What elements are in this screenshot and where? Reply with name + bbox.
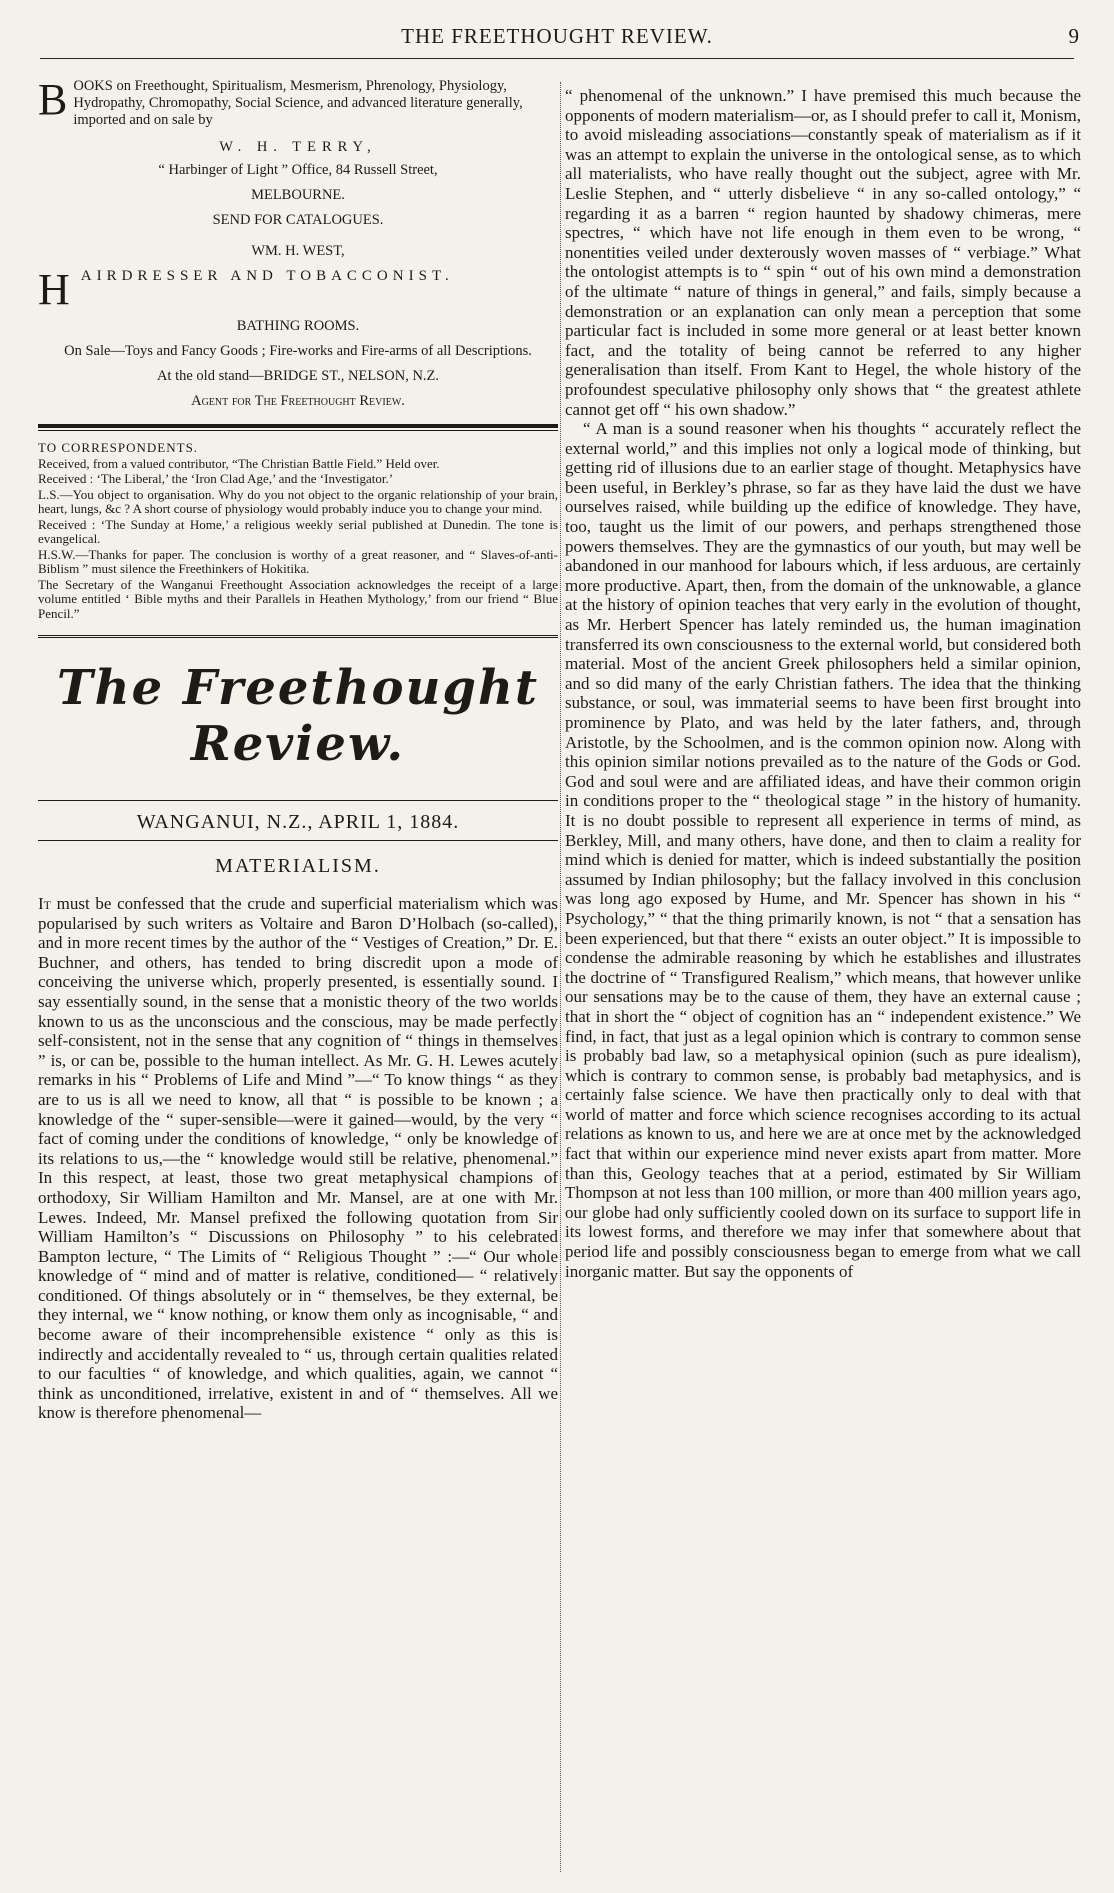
west-extra: BATHING ROOMS. [236, 318, 360, 334]
west-dropcap: H [38, 265, 75, 314]
west-agent: Agent for The Freethought Review. [191, 393, 405, 409]
correspondent-note: H.S.W.—Thanks for paper. The conclusion is worthy of a great reasoner, and “ Slaves-of-anti-Biblism ” must silence the Freethinkers of Hokitika. [38, 546, 558, 576]
terry-dropcap: B [38, 75, 68, 124]
dateline-rule-bottom [38, 840, 558, 841]
publication-title: THE FREETHOUGHT REVIEW. [401, 24, 713, 48]
article-paragraph: “ phenomenal of the unknown.” I have premised this much because the opponents of modern materialism—or, as I should prefer to call it, Monism, to avoid misleading associations—constantly speak of materialism as if it was an attempt to explain the universe in the ontological sense, as to which all materialists, who have really thought out the subject, agree with Mr. Leslie Stephen, and “ utterly disbelieve “ in any so-called ontology,” “ regarding it as a barren “ region haunted by shadowy chimeras, mere spectres, “ which have not life enough in them even to be wrong, “ nonentities veiled under dexterously woven masses of “ verbiage.” What the ontologist attempts is to “ spin “ out of his own mind a demonstration of the ultimate “ nature of things in general,” and fails, simply because a demonstration or an explanation can only mean a perception that some particular fact is included in some more general or at least better known fact, and the totality of being cannot be referred to any higher generalisation than itself. From Kant to Hegel, the whole history of the profoundest speculative philosophy only shows that “ the greatest athlete cannot get off “ his own shadow.” [565, 86, 1081, 419]
lead-word: It [38, 894, 51, 913]
terry-city: MELBOURNE. [251, 187, 345, 203]
correspondents-section [38, 441, 558, 621]
west-advertisement [38, 243, 558, 410]
west-trade: HAIRDRESSER AND TOBACCONIST. [38, 265, 454, 314]
section-rule-thin [38, 430, 558, 431]
west-sale: On Sale—Toys and Fancy Goods ; Fire-works and Fire-arms of all Descriptions. [64, 343, 532, 359]
west-stand: At the old stand—BRIDGE ST., NELSON, N.Z. [156, 368, 440, 384]
dateline-rule-top [38, 800, 558, 801]
terry-cta: SEND FOR CATALOGUES. [212, 212, 384, 228]
article-paragraph: “ A man is a sound reasoner when his thoughts “ accurately reflect the external world,” and this implies not only a logical mode of thinking, but getting rid of illusions due to an earlier stage of thought. Metaphysics have been useful, in Berkley’s phrase, so far as they have laid the dust we have ourselves raised, while building up the edifice of knowledge. They have, too, taught us the limit of our powers, and perhaps strengthened those powers themselves. They are the gymnastics of our youth, but may well be abandoned in our manhood for labours which, if less arduous, are certainly more productive. Apart, then, from the domain of the unknowable, a glance at the history of opinion teaches that very early in the evolution of thought, as Mr. Herbert Spencer has lately reminded us, the human imagination transferred its own consciousness to the external world, but considered both material. Most of the ancient Greek philosophers held a similar opinion, and so did many of the early Christian fathers. The idea that the thinking substance, or soul, was immaterial seems to have been first brought into prominence by Plato, and was held by the later fathers, and, through Aristotle, by the Schoolmen, and is the common opinion now. Along with this opinion similar notions prevailed as to the nature of the Gods or God. God and soul were and are affiliated ideas, and have their common origin in conditions proper to the “ theological stage ” in the history of humanity. It is no doubt possible to represent all experience in terms of mind, as Berkley, Mill, and many others, have done, and then to claim a reality for mind which is denied for matter, which is indeed substantially the position assumed by Indian philosophy; but the fallacy involved in this conclusion was long ago exposed by Hume, and Mr. Spencer has shown in his “ Psychology,” “ that the thing primarily known, is not “ that a sensation has been experienced, but that there “ exists an outer object.” It is impossible to condense the admirable reasoning by which he establishes and illustrates the doctrine of “ Transfigured Realism,” which means, that however unlike our sensations may be to the cause of them, they have an external cause ; that in short the “ object of cognition has an “ independent existence.” We find, in fact, that just as a legal opinion which is contrary to common sense is probably bad law, so a metaphysical opinion (such as pure idealism), which is contrary to common sense, is probably bad metaphysics, and is certainly false science. We have then practically only to deal with that world of matter and force which science recognises according to its actual relations as known to us, and here we are at once met by the acknowledged fact that within our experience mind never exists apart from matter. More than this, Geology teaches that at a period, estimated by Sir William Thompson at not less than 100 million, or more than 400 million years ago, our globe had only sufficiently cooled down on its surface to support life in its lowest forms, and therefore we may infer that somewhere about that period life and possibly consciousness began to emerge from what we call inorganic matter. But say the opponents of [565, 419, 1082, 1281]
article-body-right [565, 86, 1081, 1281]
masthead-rule [38, 635, 558, 638]
article-paragraph: It must be confessed that the crude and superficial materialism which was popularised by such writers as Voltaire and Baron D’Holbach (so-called), and in more recent times by the author of the “ Vestiges of Creation,” Dr. E. Buchner, and others, has tended to bring discredit upon a mode of conceiving the universe which, properly presented, is essentially sound. I say essentially sound, in the sense that a monistic theory of the two worlds known to us as the unconscious and the conscious, may be made perfectly self-consistent, not in the sense that any cognition of “ things in themselves ” is, or can be, possible to the human intellect. As Mr. G. H. Lewes acutely remarks in his “ Problems of Life and Mind ”—“ To know things “ as they are to us is all we need to know, all that “ is possible to be known ; a knowledge of the “ super-sensible—were it gained—would, by the very “ fact of coming under the conditions of knowledge, “ only be knowledge of its relations to us,—the “ knowledge would still be relative, phenomenal.” In this respect, at least, those two great metaphysical champions of orthodoxy, Sir William Hamilton and Mr. Mansel, are at one with Mr. Lewes. Indeed, Mr. Mansel prefixed the following quotation from Sir William Hamilton’s “ Discussions on Philosophy ” to his celebrated Bampton lecture, “ The Limits of “ Religious Thought ” :—“ Our whole knowledge of “ mind and of matter is relative, conditioned— “ relatively conditioned. Of things absolutely or in “ themselves, be they external, be they internal, we “ know nothing, or know them only as incognisable, “ and become aware of their incomprehensible existence “ only as this is indirectly and accidentally revealed to “ us, through certain qualities related to our faculties “ of knowledge, and which qualities, again, we cannot “ think as unconditioned, irrelative, existent in and of “ themselves. All we know is therefore phenomenal— [38, 894, 558, 1423]
right-column [565, 86, 1081, 1281]
correspondent-note: Received, from a valued contributor, “The Christian Battle Field.” Held over. [38, 455, 440, 471]
article-title: MATERIALISM. [215, 855, 381, 877]
terry-name: W. H. TERRY, [219, 139, 377, 155]
correspondents-title: TO CORRESPONDENTS. [38, 440, 199, 455]
correspondent-note: L.S.—You object to organisation. Why do you not object to the organic relationship of your brain, heart, lungs, &c ? A short course of physiology would probably induce you to change your mind. [38, 486, 558, 516]
masthead: The Freethought Review. [56, 660, 540, 772]
terry-advertisement [38, 75, 558, 229]
running-head [0, 24, 1114, 54]
west-name: WM. H. WEST, [251, 243, 345, 259]
page-number: 9 [1068, 24, 1080, 48]
dateline: WANGANUI, N.Z., APRIL 1, 1884. [136, 811, 460, 833]
column-divider [560, 82, 561, 1872]
correspondent-note: Received : ‘The Liberal,’ the ‘Iron Clad Age,’ and the ‘Investigator.’ [38, 471, 394, 486]
header-rule [40, 58, 1074, 59]
article-body-left [38, 894, 558, 1423]
correspondent-note: The Secretary of the Wanganui Freethought Association acknowledges the receipt of a large volume entitled ‘ Bible myths and their Parallels in Heathen Mythology,’ from our friend “ Blue Pencil.” [38, 576, 558, 621]
section-rule-thick [38, 424, 558, 428]
terry-address: “ Harbinger of Light ” Office, 84 Russell Street, [158, 162, 438, 178]
correspondent-note: Received : ‘The Sunday at Home,’ a religious weekly serial published at Dunedin. The tone is evangelical. [38, 516, 558, 546]
left-column [38, 75, 558, 1423]
terry-ad-body: BOOKS on Freethought, Spiritualism, Mesmerism, Phrenology, Physiology, Hydropathy, Chromopathy, Social Science, and advanced literature generally, imported and on sale by [38, 75, 523, 128]
